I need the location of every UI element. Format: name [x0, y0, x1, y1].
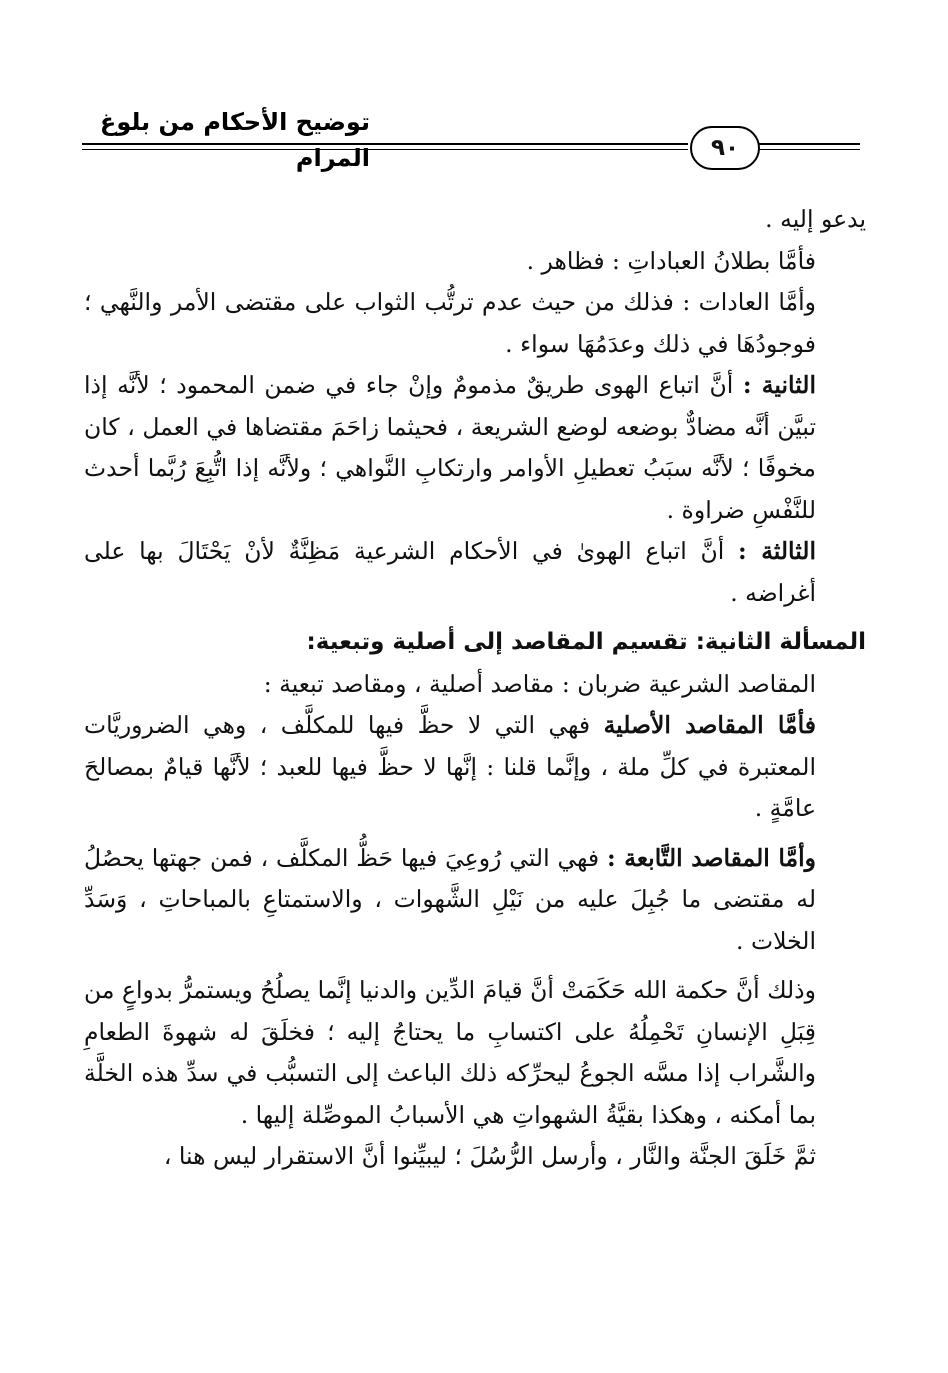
paragraph-5-lead: الثالثة : [738, 537, 816, 565]
page-body [84, 199, 866, 1178]
paragraph-1: يدعو إليه . [765, 205, 866, 233]
page-number-badge [690, 126, 760, 170]
paragraph-6: المقاصد الشرعية ضربان : مقاصد أصلية ، ومقاصد تبعية : [263, 669, 816, 698]
paragraph-2: فأمَّا بطلانُ العباداتِ : فظاهر . [526, 246, 816, 275]
paragraph-10: ثمَّ خَلَقَ الجنَّة والنَّار ، وأرسل الرُّسُلَ ؛ ليبيِّنوا أنَّ الاستقرار ليس هنا ، [163, 1142, 816, 1170]
header-rule-bottom-left [82, 149, 688, 150]
paragraph-9: وذلك أنَّ حكمة الله حَكَمَتْ أنَّ قيامَ الدِّين والدنيا إنَّما يصلُحُ ويستمرُّ بدواعٍ من قِبَلِ الإنسانِ تَحْمِلُهُ على اكتسابِ ما يحتاجُ إليه ؛ فخلَقَ له شهوةَ الطعامِ والشَّراب إذا مسَّه الجوعُ ليحرِّكه ذلك الباعث إلى التسبُّب في سدِّ هذه الخلَّة بما أمكنه ، وهكذا بقيَّةُ الشهواتِ هي الأسبابُ الموصِّلة إليها . [84, 976, 816, 1129]
header-rule-bottom-right [758, 149, 860, 150]
paragraph-3: وأمَّا العادات : فذلك من حيث عدم ترتُّب الثواب على مقتضى الأمر والنَّهي ؛ فوجودُهَا في ذلك وعدَمُهَا سواء . [84, 288, 817, 358]
paragraph-8 [84, 838, 866, 963]
paragraph-7-text: فهي التي لا حظَّ فيها للمكلَّف ، وهي الضروريَّات المعتبرة في كلِّ ملة ، وإنَّما قلنا : إنَّها لا حظَّ فيها للعبد ؛ لأنَّها قيامٌ بمصالحَ عامَّةٍ . [84, 711, 816, 822]
paragraph-4-lead: الثانية : [742, 371, 816, 399]
paragraph-7-lead: فأمَّا المقاصد الأصلية [603, 711, 816, 739]
paragraph-7 [84, 705, 866, 830]
paragraph-4-text: أنَّ اتباع الهوى طريقٌ مذمومٌ وإنْ جاء في ضمن المحمود ؛ لأنَّه إذا تبيَّن أنَّه مضادٌّ بوضعه لوضع الشريعة ، فحيثما زاحَمَ مقتضاها في العمل ، كان مخوفًا ؛ لأنَّه سبَبُ تعطيلِ الأوامر وارتكابِ النَّواهي ؛ ولأنَّه إذا اتُّبِعَ رُبَّما أحدث للنَّفْسِ ضراوة . [84, 371, 816, 524]
paragraph-5-text: أنَّ اتباع الهوىٰ في الأحكام الشرعية مَظِنَّةٌ لأنْ يَحْتَالَ بها على أغراضه . [84, 537, 816, 607]
paragraph-8-lead: وأمَّا المقاصد التَّابعة : [606, 843, 817, 872]
header-rule-top-right [758, 143, 860, 145]
section-heading: المسألة الثانية: تقسيم المقاصد إلى أصلية وتبعية: [306, 629, 866, 655]
paragraph-4 [84, 365, 866, 531]
paragraph-5 [84, 531, 866, 614]
header-rule-top-left [82, 143, 688, 145]
paragraph-8-text: فهي التي رُوعِيَ فيها حَظُّ المكلَّف ، فمن جهتها يحصُلُ له مقتضى ما جُبِلَ عليه من نَيْلِ الشَّهوات ، والاستمتاعِ بالمباحاتِ ، وَسَدِّ الخلات . [84, 843, 816, 955]
page-number: ٩٠ [710, 135, 740, 161]
running-header-title: توضيح الأحكام من بلوغ المرام [99, 108, 370, 172]
